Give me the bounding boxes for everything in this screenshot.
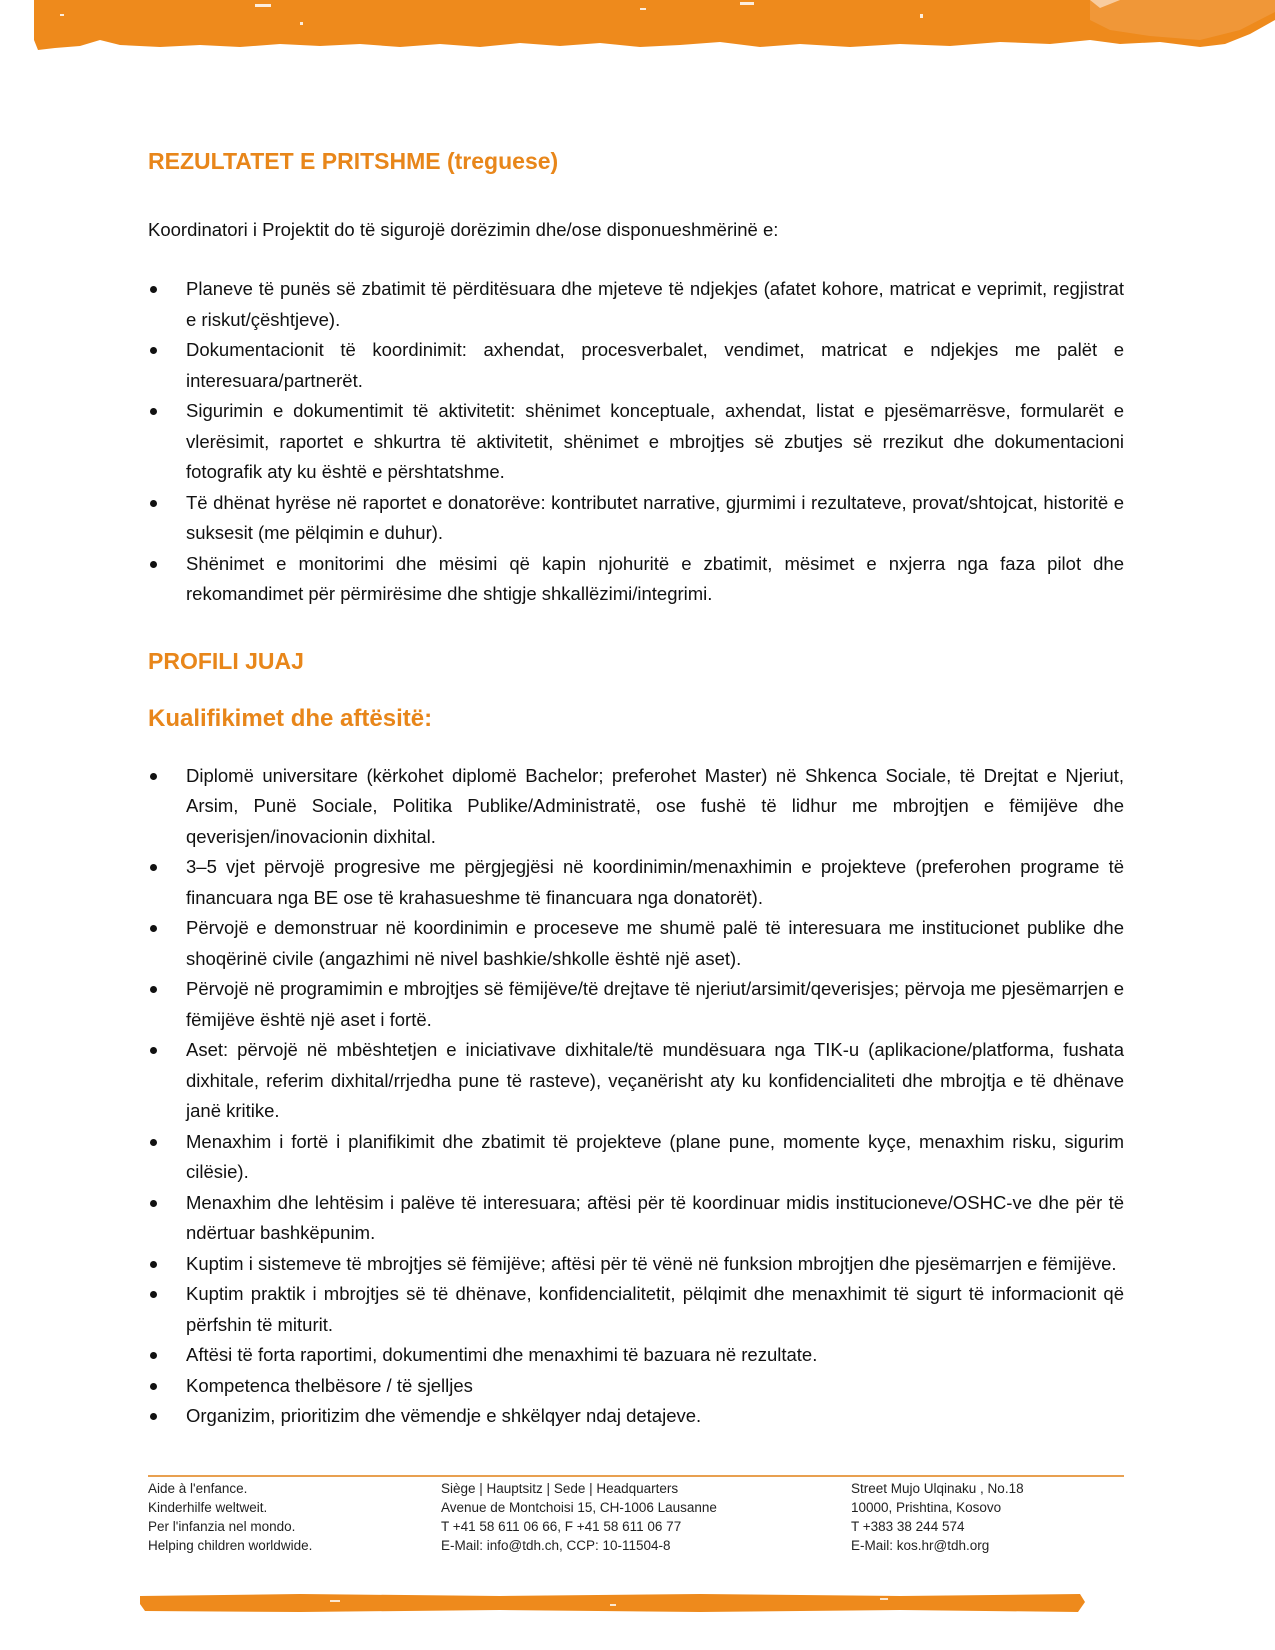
footer-brush-stroke <box>0 1592 1275 1614</box>
list-item: Aftësi të forta raportimi, dokumentimi dhe menaxhimi të bazuara në rezultate. <box>148 1340 1124 1371</box>
header-brush-stroke <box>0 0 1275 56</box>
list-item: Planeve të punës së zbatimit të përditësuara dhe mjeteve të ndjekjes (afatet kohore, matricat e veprimit, regjistrat e riskut/çështjeve). <box>148 274 1124 335</box>
bullet-icon <box>150 347 157 354</box>
list-item: Menaxhim dhe lehtësim i palëve të interesuara; aftësi për të koordinuar midis institucioneve/OSHC-ve dhe për të ndërtuar bashkëpunim. <box>148 1188 1124 1249</box>
footer-taglines: Aide à l'enfance. Kinderhilfe weltweit. Per l'infanzia nel mondo. Helping children worldwide. <box>148 1481 313 1553</box>
bullet-icon <box>150 561 157 568</box>
section-title-profile: PROFILI JUAJ <box>148 647 304 674</box>
footer-kosovo-office: Street Mujo Ulqinaku , No.18 10000, Prishtina, Kosovo T +383 38 244 574 E-Mail: kos.hr@tdh.org <box>851 1481 1024 1553</box>
list-item: Kuptim i sistemeve të mbrojtjes së fëmijëve; aftësi për të vënë në funksion mbrojtjen dhe pjesëmarrjen e fëmijëve. <box>148 1249 1124 1280</box>
list-item: Përvojë e demonstruar në koordinimin e proceseve me shumë palë të interesuara me institucionet publike dhe shoqërinë civile (angazhimi në nivel bashkie/shkolle është një aset). <box>148 913 1124 974</box>
footer-divider <box>148 1475 1124 1477</box>
list-item: Organizim, prioritizim dhe vëmendje e shkëlqyer ndaj detajeve. <box>148 1401 1124 1432</box>
list-item: Sigurimin e dokumentimit të aktivitetit: shënimet konceptuale, axhendat, listat e pjesëmarrësve, formularët e vlerësimit, raportet e shkurtra të aktivitetit, shënimet e mbrojtjes së zbutjes së rrezikut dhe dokumentacioni fotografik aty ku është e përshtatshme. <box>148 396 1124 488</box>
bullet-icon <box>150 1047 157 1054</box>
list-item: Diplomë universitare (kërkohet diplomë Bachelor; preferohet Master) në Shkenca Sociale, të Drejtat e Njeriut, Arsim, Punë Sociale, Politika Publike/Administratë, ose fushë të lidhur me mbrojtjen e fëmijëve dhe qeverisjen/inovacionin dixhital. <box>148 761 1124 853</box>
document-body <box>148 146 1124 1432</box>
bullet-icon <box>150 1261 157 1268</box>
bullet-icon <box>150 1383 157 1390</box>
list-item: Kompetenca thelbësore / të sjelljes <box>148 1371 1124 1402</box>
list-item: 3–5 vjet përvojë progresive me përgjegjësi në koordinimin/menaxhimin e projekteve (preferohen programe të financuara nga BE ose të krahasueshme të financuara nga donatorët). <box>148 852 1124 913</box>
bullet-icon <box>150 1291 157 1298</box>
list-item: Shënimet e monitorimi dhe mësimi që kapin njohuritë e zbatimit, mësimet e nxjerra nga faza pilot dhe rekomandimet për përmirësime dhe shtigje shkallëzimi/integrimi. <box>148 549 1124 610</box>
list-item: Dokumentacionit të koordinimit: axhendat, procesverbalet, vendimet, matricat e ndjekjes me palët e interesuara/partnerët. <box>148 335 1124 396</box>
bullet-icon <box>150 1139 157 1146</box>
qualifications-list <box>148 761 1124 1432</box>
footer-hq-email: E-Mail: info@tdh.ch, CCP: 10-11504-8 <box>441 1538 671 1553</box>
bullet-icon <box>150 1413 157 1420</box>
section-title-expected-results: REZULTATET E PRITSHME (treguese) <box>148 148 559 174</box>
list-item: Përvojë në programimin e mbrojtjes së fëmijëve/të drejtave të njeriut/arsimit/qeverisjes; përvoja me pjesëmarrjen e fëmijëve është një aset i fortë. <box>148 974 1124 1035</box>
section-subtitle-qualifications: Kualifikimet dhe aftësitë: <box>148 704 433 732</box>
list-item: Aset: përvojë në mbështetjen e iniciativave dixhitale/të mundësuara nga TIK-u (aplikacione/platforma, fushata dixhitale, referim dixhital/rrjedha pune të rasteve), veçanërisht aty ku konfidencialiteti dhe mbrojtja e të dhënave janë kritike. <box>148 1035 1124 1127</box>
bullet-icon <box>150 925 157 932</box>
bullet-icon <box>150 286 157 293</box>
section-intro: Koordinatori i Projektit do të sigurojë dorëzimin dhe/ose disponueshmërinë e: <box>148 219 779 240</box>
list-item: Menaxhim i fortë i planifikimit dhe zbatimit të projekteve (plane pune, momente kyçe, menaxhim risku, sigurim cilësie). <box>148 1127 1124 1188</box>
bullet-icon <box>150 986 157 993</box>
expected-results-list <box>148 274 1124 610</box>
list-item: Kuptim praktik i mbrojtjes së të dhënave, konfidencialitetit, pëlqimit dhe menaxhimit të sigurt të informacionit që përfshin të miturit. <box>148 1279 1124 1340</box>
footer-headquarters: Siège | Hauptsitz | Sede | Headquarters Avenue de Montchoisi 15, CH-1006 Lausanne T +41 58 611 06 66, F +41 58 611 06 77 E-Mail: info@tdh.ch, CCP: 10-11504-8 <box>441 1481 717 1553</box>
footer-kosovo-email: E-Mail: kos.hr@tdh.org <box>851 1538 990 1553</box>
bullet-icon <box>150 1352 157 1359</box>
bullet-icon <box>150 500 157 507</box>
list-item: Të dhënat hyrëse në raportet e donatorëve: kontributet narrative, gjurmimi i rezultateve, provat/shtojcat, historitë e suksesit (me pëlqimin e duhur). <box>148 488 1124 549</box>
bullet-icon <box>150 773 157 780</box>
bullet-icon <box>150 864 157 871</box>
bullet-icon <box>150 1200 157 1207</box>
bullet-icon <box>150 408 157 415</box>
